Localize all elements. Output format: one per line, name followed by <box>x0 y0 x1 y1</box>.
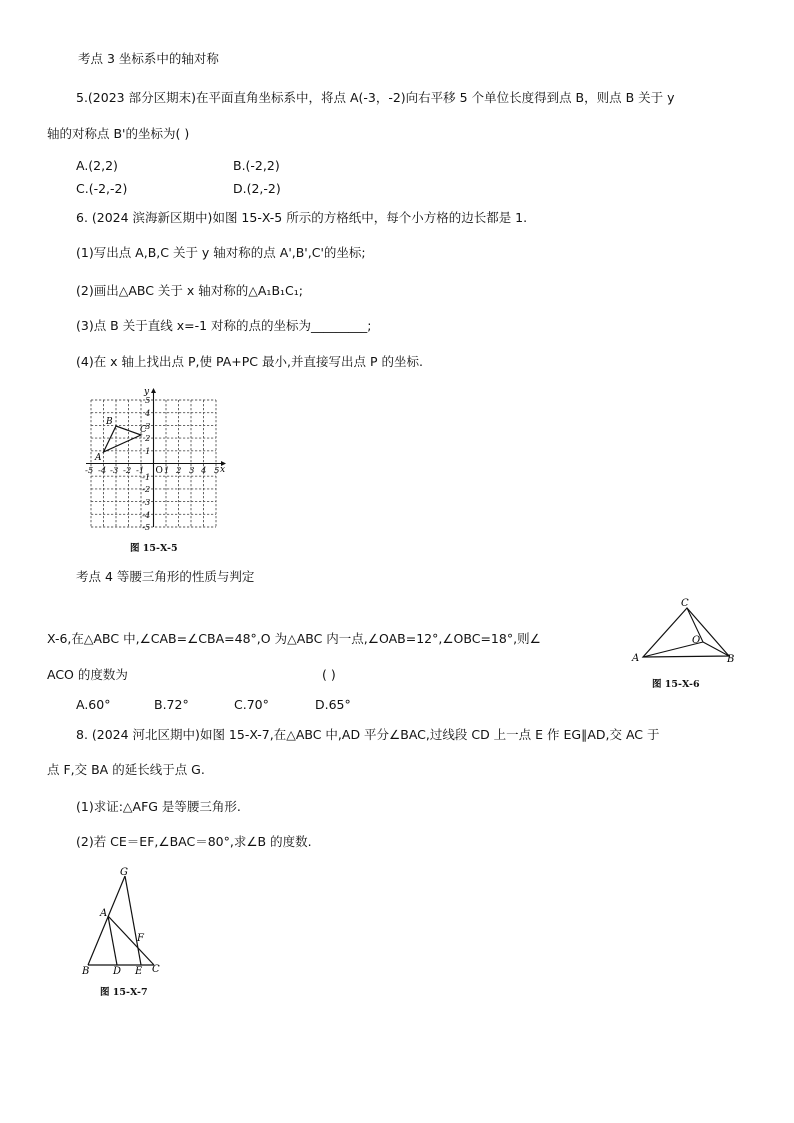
point-b-label: B <box>106 417 113 427</box>
origin-label: O <box>155 466 163 476</box>
q5-line-1: 5.(2023 部分区期末)在平面直角坐标系中，将点 A(-3，-2)向右平移 5 个单位长度得到点 B，则点 B 关于 y <box>76 90 675 105</box>
q6-part-3: (3)点 B 关于直线 x=-1 对称的点的坐标为_________; <box>76 318 372 333</box>
q7-option-c: C.70° <box>234 697 269 712</box>
figure-15-x-6-caption: 图 15-X-6 <box>652 679 700 690</box>
y-tick-label: -4 <box>142 511 151 521</box>
point-g-label: G <box>120 867 128 878</box>
triangle-abc <box>104 426 142 452</box>
point-c-label: C <box>152 964 160 975</box>
q5-option-b: B.(-2,2) <box>233 158 280 173</box>
figure-15-x-5 <box>80 386 230 533</box>
y-tick-label: -3 <box>142 498 151 508</box>
q6-part-2: (2)画出△ABC 关于 x 轴对称的△A₁B₁C₁; <box>76 283 303 298</box>
figure-15-x-5-caption: 图 15-X-5 <box>130 543 178 554</box>
point-e-label: E <box>135 966 143 977</box>
figure-15-x-6 <box>628 595 744 669</box>
segments-oa-ob-oc <box>643 608 729 657</box>
point-o-label: O <box>692 635 701 646</box>
x-tick-label: 4 <box>201 466 207 476</box>
q8-part-2: (2)若 CE＝EF,∠BAC＝80°,求∠B 的度数. <box>76 834 312 849</box>
figure-15-x-7-caption: 图 15-X-7 <box>100 987 148 998</box>
q6-part-1: (1)写出点 A,B,C 关于 y 轴对称的点 A',B',C'的坐标; <box>76 245 366 260</box>
point-b-label: B <box>727 654 735 665</box>
y-tick-label: 1 <box>145 447 151 457</box>
point-a-label: A <box>100 908 108 919</box>
point-c-label: C <box>140 425 147 435</box>
line-bg <box>88 876 125 965</box>
x-tick-label: 1 <box>164 466 170 476</box>
y-tick-label: 3 <box>145 422 151 432</box>
q5-option-d: D.(2,-2) <box>233 181 281 196</box>
q7-option-a: A.60° <box>76 697 111 712</box>
x-tick-label: 3 <box>189 466 195 476</box>
segment-ge <box>125 876 141 965</box>
q5-option-a: A.(2,2) <box>76 158 118 173</box>
point-b-label: B <box>82 966 90 977</box>
axes <box>86 388 226 527</box>
x-tick-label: 2 <box>176 466 182 476</box>
q6-stem: 6. (2024 滨海新区期中)如图 15-X-5 所示的方格纸中，每个小方格的边长都是 1. <box>76 210 528 225</box>
q7-option-b: B.72° <box>154 697 189 712</box>
y-tick-label: -2 <box>142 485 151 495</box>
section-4-title: 考点 4 等腰三角形的性质与判定 <box>76 569 255 584</box>
q8-line-1: 8. (2024 河北区期中)如图 15-X-7,在△ABC 中,AD 平分∠BAC,过线段 CD 上一点 E 作 EG∥AD,交 AC 于 <box>76 727 660 742</box>
section-3-title: 考点 3 坐标系中的轴对称 <box>78 51 219 66</box>
x-tick-label: -2 <box>123 466 132 476</box>
y-tick-label: -1 <box>142 473 151 483</box>
q7-line-1: X-6,在△ABC 中,∠CAB=∠CBA=48°,O 为△ABC 内一点,∠OAB=12°,∠OBC=18°,则∠ <box>47 631 541 646</box>
q7-answer-blank: ( ) <box>322 667 336 682</box>
q8-line-2: 点 F,交 BA 的延长线于点 G. <box>47 762 205 777</box>
x-tick-label: -4 <box>98 466 107 476</box>
x-tick-label: -1 <box>136 466 145 476</box>
q6-part-4: (4)在 x 轴上找出点 P,使 PA+PC 最小,并直接写出点 P 的坐标. <box>76 354 423 369</box>
point-a-label: A <box>632 653 640 664</box>
point-f-label: F <box>137 933 144 944</box>
y-tick-label: 2 <box>145 434 151 444</box>
q7-line-2: ACO 的度数为 <box>47 667 128 682</box>
y-tick-label: 5 <box>145 396 151 406</box>
segment-ac <box>108 916 154 965</box>
x-axis-label: x <box>220 465 226 475</box>
x-tick-label: 5 <box>214 466 220 476</box>
q5-option-c: C.(-2,-2) <box>76 181 128 196</box>
y-axis-label: y <box>144 387 150 397</box>
x-tick-label: -3 <box>110 466 119 476</box>
y-tick-label: -5 <box>142 523 151 533</box>
y-tick-label: 4 <box>145 409 151 419</box>
q7-option-d: D.65° <box>315 697 351 712</box>
x-tick-label: -5 <box>85 466 94 476</box>
point-d-label: D <box>113 966 122 977</box>
q5-line-2: 轴的对称点 B'的坐标为( ) <box>47 126 190 141</box>
point-a-label: A <box>95 453 102 463</box>
point-c-label: C <box>681 598 689 609</box>
figure-15-x-7 <box>78 866 168 978</box>
q8-part-1: (1)求证:△AFG 是等腰三角形. <box>76 799 241 814</box>
